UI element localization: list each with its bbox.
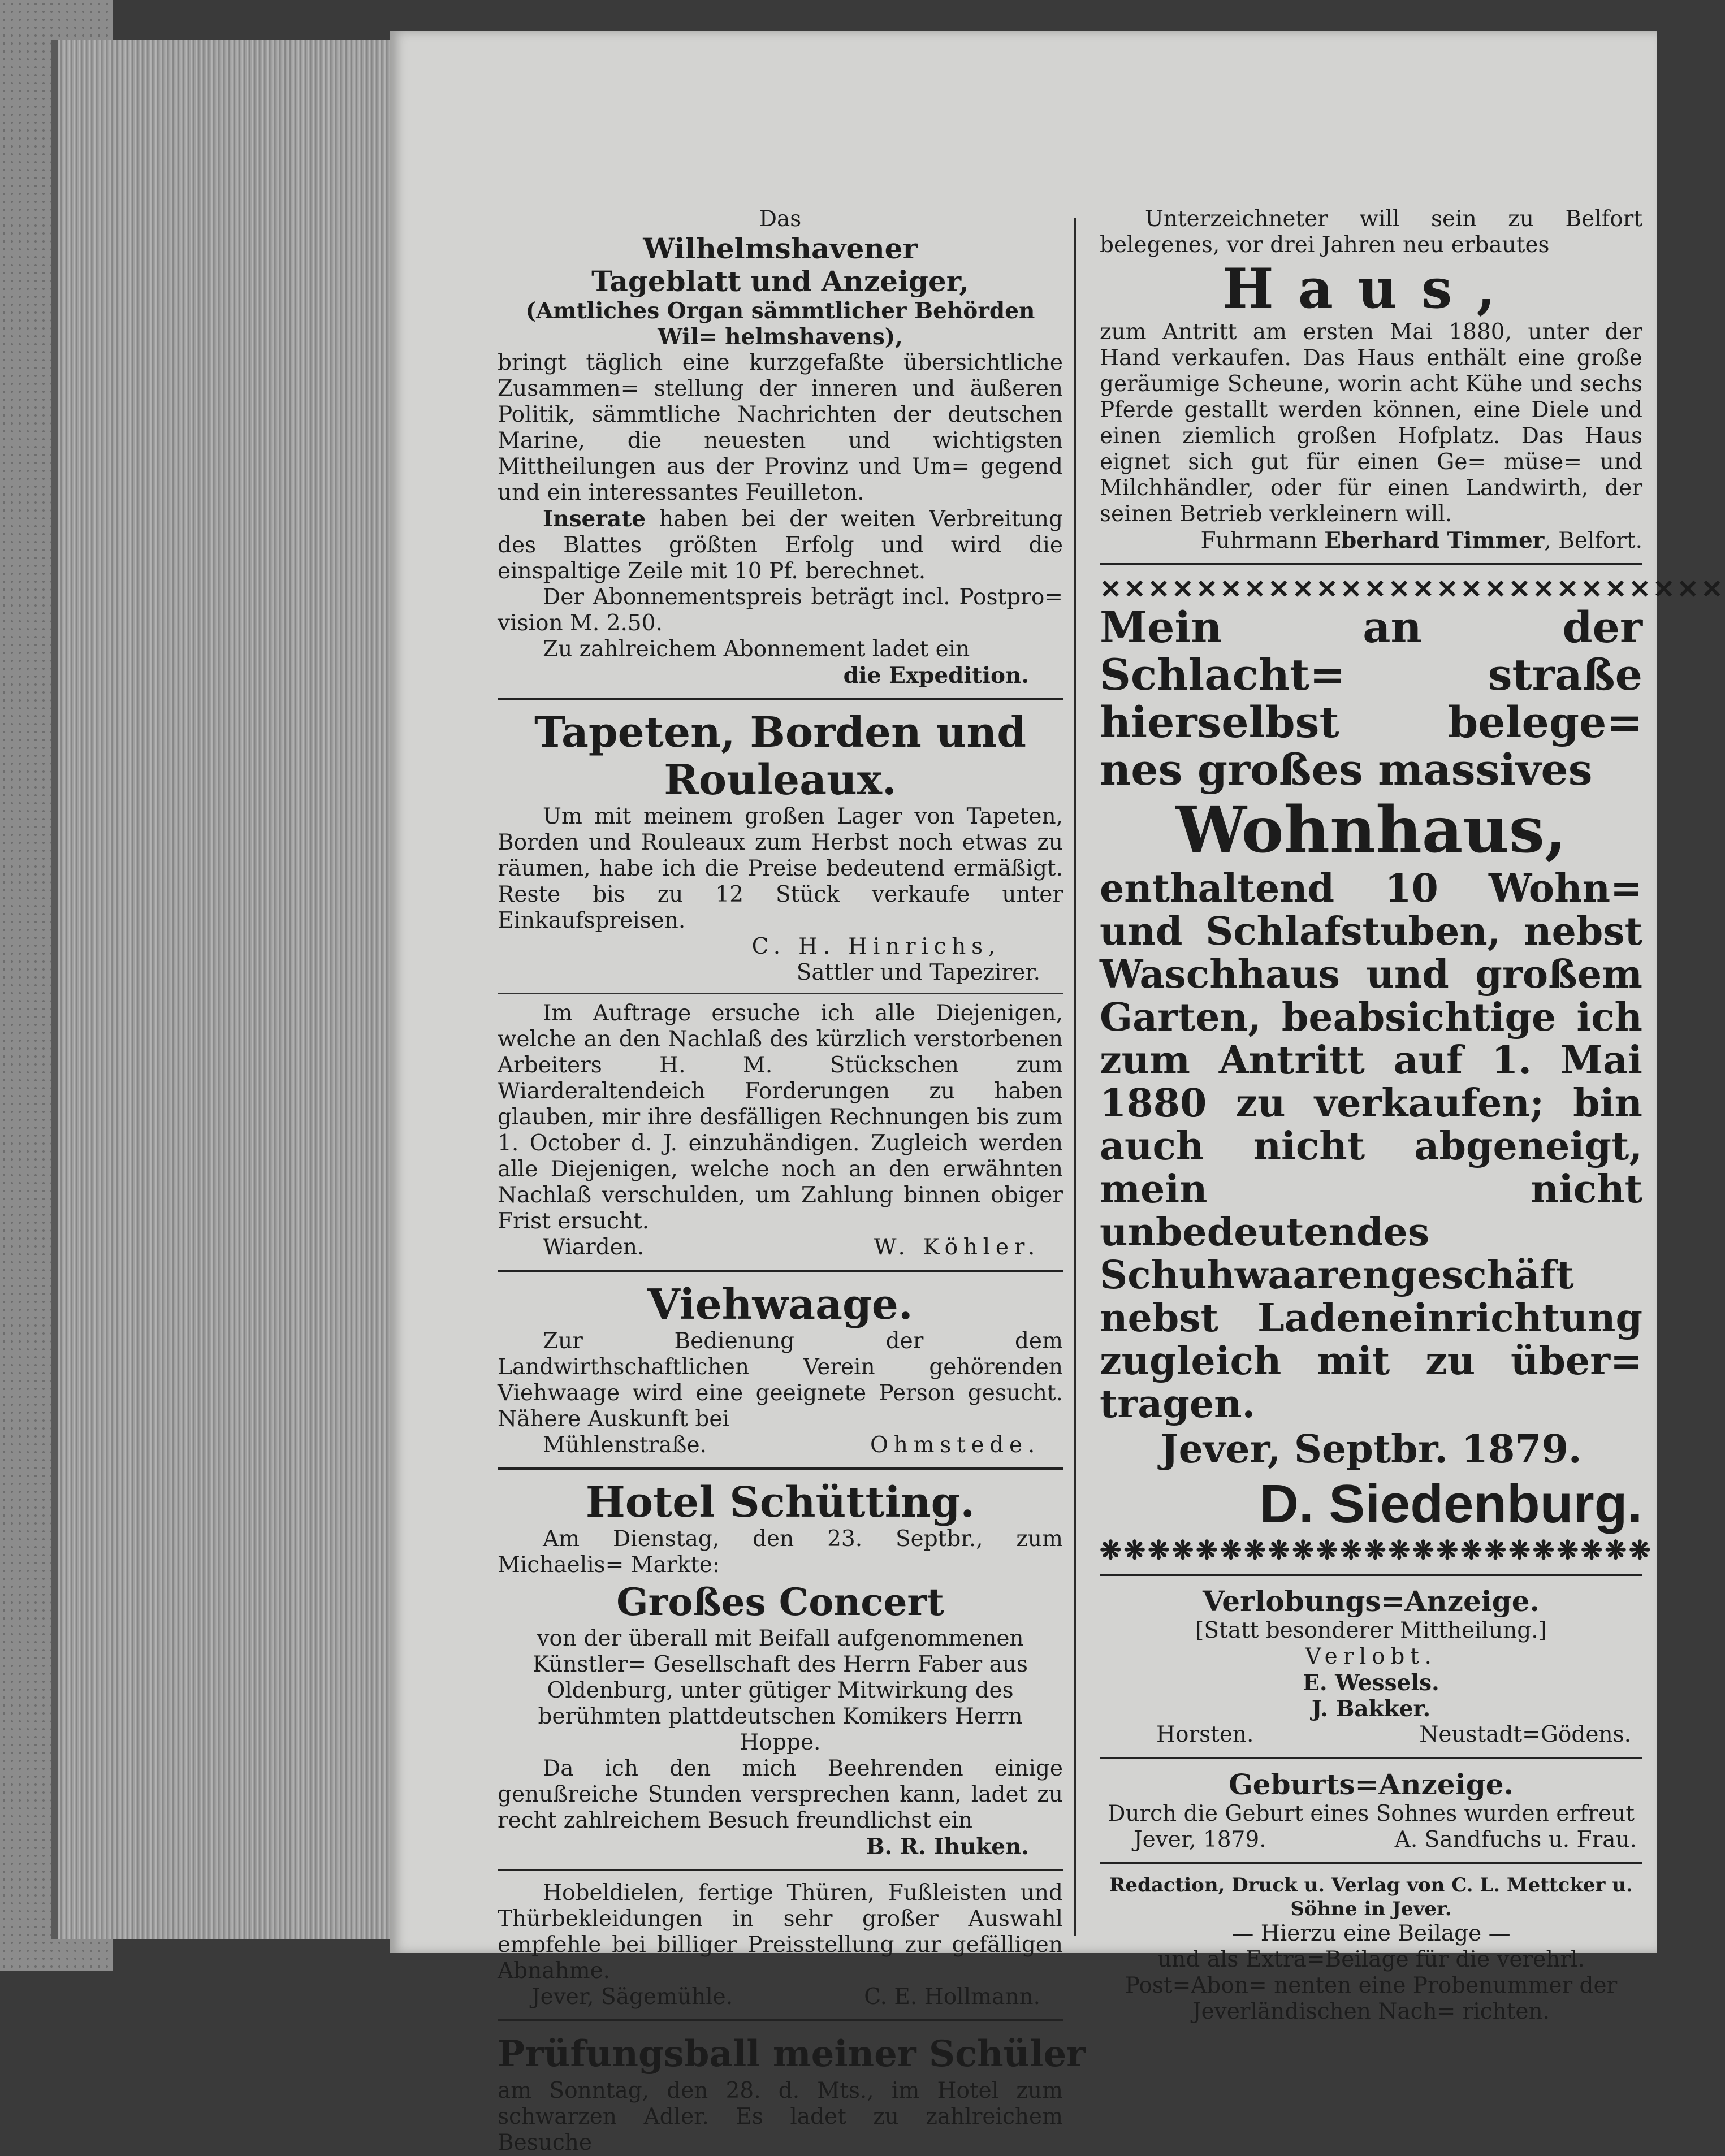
book-page-edges bbox=[51, 40, 420, 1939]
label: Verlobt. bbox=[1305, 1644, 1437, 1669]
divider bbox=[498, 993, 1063, 994]
ad-pruefungsball bbox=[498, 2031, 1086, 2156]
signature-prefix: Fuhrmann bbox=[1200, 528, 1325, 553]
ad-body: von der überall mit Beifall aufgenommenen Künstler= Gesellschaft des Herrn Faber aus Oldenburg, unter gütiger Mitwirkung des berühmten plattdeutschen Komikers Herrn Hoppe. bbox=[533, 1626, 1028, 1755]
column-rule bbox=[1074, 218, 1076, 1936]
divider bbox=[1100, 563, 1642, 565]
divider bbox=[498, 1467, 1063, 1470]
ad-body: Hobeldielen, fertige Thüren, Fußleisten und Thürbekleidungen in sehr großer Auswahl empfehle bei billiger Preisstellung zur gefälligen Abnahme. bbox=[498, 1880, 1063, 1984]
place: Jever, Sägemühle. bbox=[531, 1984, 733, 2010]
concert-title: Großes Concert bbox=[616, 1580, 944, 1624]
ad-body-text: haben bei der weiten Verbreitung des Blattes größten Erfolg und wird die einspaltige Zeile mit 10 Pf. berechnet. bbox=[498, 506, 1063, 584]
ad-body: bringt täglich eine kurzgefaßte übersichtliche Zusammen= stellung der inneren und äußeren Politik, sämmtliche Nachrichten der deutschen Marine, die neuesten und wichtigsten Mittheilungen aus der Provinz und Um= gegend und ein interessantes Feuilleton. bbox=[498, 350, 1063, 505]
divider bbox=[1100, 1757, 1642, 1759]
signature-row bbox=[1100, 1827, 1642, 1853]
ad-title: Geburts=Anzeige. bbox=[1229, 1768, 1514, 1801]
divider bbox=[498, 2019, 1063, 2021]
newspaper-subtitle: Tageblatt und Anzeiger, bbox=[591, 265, 969, 298]
ad-verlobung bbox=[1100, 1585, 1642, 1748]
place: Neustadt=Gödens. bbox=[1419, 1722, 1631, 1747]
ad-body: Zur Bedienung der dem Landwirthschaftlichen Verein gehörenden Viehwaage wird eine geeignete Person gesucht. Nähere Auskunft bei bbox=[498, 1328, 1063, 1432]
ad-nachlass bbox=[498, 1001, 1063, 1261]
organ-note: (Amtliches Organ sämmtlicher Behörden Wil= helmshavens), bbox=[525, 298, 1035, 350]
place: Wiarden. bbox=[543, 1235, 645, 1260]
ad-body bbox=[498, 506, 1063, 585]
ad-body: zum Antritt am ersten Mai 1880, unter der Hand verkaufen. Das Haus enthält eine große geräumige Scheune, worin acht Kühe und sechs Pferde gestallt werden können, eine Diele und einen ziemlich großen Hofplatz. Das Haus eignet sich gut für einen Ge= müse= und Milchhändler, oder für einen Landwirth, der seinen Betrieb verkleinern will. bbox=[1100, 319, 1642, 527]
ornament-border: ❋❋❋❋❋❋❋❋❋❋❋❋❋❋❋❋❋❋❋❋❋❋❋ bbox=[1100, 1535, 1653, 1565]
divider bbox=[1100, 1574, 1642, 1576]
signature: Ohmstede. bbox=[870, 1432, 1040, 1458]
ad-body: Zu zahlreichem Abonnement ladet ein bbox=[543, 637, 970, 662]
note: [Statt besonderer Mittheilung.] bbox=[1195, 1618, 1547, 1643]
emphasis: Inserate bbox=[543, 506, 646, 532]
ad-body-large: enthaltend 10 Wohn= und Schlafstuben, nebst Waschhaus und großem Garten, beabsichtige ich zum Antritt auf 1. Mai 1880 zu verkaufen; bin auch nicht abgeneigt, mein nicht unbedeutendes Schuhwaarengeschäft nebst Ladeneinrichtung zugleich mit zu über= tragen. bbox=[1100, 866, 1642, 1427]
signature-row bbox=[498, 1235, 1063, 1261]
ad-title: Prüfungsball meiner Schüler bbox=[498, 2033, 1086, 2075]
left-column bbox=[498, 206, 1086, 2156]
ad-body: am Sonntag, den 28. d. Mts., im Hotel zum schwarzen Adler. Es ladet zu zahlreichem Besuche bbox=[498, 2078, 1063, 2155]
ad-title: Viehwaage. bbox=[647, 1280, 913, 1329]
divider bbox=[498, 1869, 1063, 1871]
ad-title: Haus, bbox=[1222, 257, 1520, 321]
signature: die Expedition. bbox=[843, 663, 1029, 689]
ornament-border: ✕✕✕✕✕✕✕✕✕✕✕✕✕✕✕✕✕✕✕✕✕✕✕✕✕✕ bbox=[1100, 574, 1725, 604]
ad-geburt bbox=[1100, 1768, 1642, 1853]
ad-title: Tapeten, Borden und Rouleaux. bbox=[534, 708, 1026, 804]
ad-wohnhaus bbox=[1100, 604, 1642, 1535]
place-row bbox=[1100, 1722, 1642, 1748]
ad-title: Hotel Schütting. bbox=[585, 1478, 975, 1527]
ad-body: Der Abonnementspreis beträgt incl. Postpro= vision M. 2.50. bbox=[498, 585, 1063, 636]
ad-body: Durch die Geburt eines Sohnes wurden erfreut bbox=[1108, 1801, 1635, 1826]
name: J. Bakker. bbox=[1311, 1696, 1431, 1722]
ad-hobeldielen bbox=[498, 1880, 1063, 2010]
signature: A. Sandfuchs u. Frau. bbox=[1394, 1827, 1637, 1852]
signature-row bbox=[498, 1432, 1063, 1458]
ad-body: Um mit meinem großen Lager von Tapeten, Borden und Rouleaux zum Herbst noch etwas zu räumen, habe ich die Preise bedeutend ermäßigt. Reste bis zu 12 Stück verkaufe unter Einkaufspreisen. bbox=[498, 804, 1063, 933]
ad-title: Verlobungs=Anzeige. bbox=[1203, 1584, 1540, 1618]
signature: D. Siedenburg. bbox=[1259, 1474, 1642, 1534]
imprint bbox=[1100, 1873, 1642, 2025]
imprint-line: und als Extra=Beilage für die verehrl. Post=Abon= nenten eine Probenummer der Jeverländischen Nach= richten. bbox=[1125, 1947, 1618, 2024]
ad-body: Im Auftrage ersuche ich alle Diejenigen, welche an den Nachlaß des kürzlich verstorbenen Arbeiters H. M. Stückschen zum Wiarderaltendeich Forderungen zu haben glauben, mir ihre desfälligen Rechnungen bis zum 1. October d. J. einzuhändigen. Zugleich werden alle Diejenigen, welche noch an den erwähnten Nachlaß verschulden, um Zahlung binnen obiger Frist ersucht. bbox=[498, 1001, 1063, 1234]
ad-hotel bbox=[498, 1479, 1063, 1860]
signature: C. E. Hollmann. bbox=[864, 1984, 1040, 2010]
ad-date: Jever, Septbr. 1879. bbox=[1160, 1427, 1582, 1472]
ad-tapeten bbox=[498, 709, 1063, 986]
ad-title: Wohnhaus, bbox=[1175, 793, 1567, 867]
intro-text: Das bbox=[759, 206, 802, 232]
signature-line bbox=[1100, 527, 1642, 554]
divider bbox=[498, 698, 1063, 700]
imprint-line: — Hierzu eine Beilage — bbox=[1231, 1921, 1511, 1946]
right-column bbox=[1100, 206, 1725, 2025]
ad-haus bbox=[1100, 206, 1642, 554]
divider bbox=[498, 1270, 1063, 1272]
ad-body: Da ich den mich Beehrenden einige genußreiche Stunden versprechen kann, ladet zu recht zahlreichem Besuch freundlichst ein bbox=[498, 1756, 1063, 1833]
place: Horsten. bbox=[1156, 1722, 1254, 1747]
signature: Eberhard Timmer bbox=[1324, 527, 1545, 553]
newspaper-title: Wilhelmshavener bbox=[643, 232, 918, 265]
ad-body: Am Dienstag, den 23. Septbr., zum Michaelis= Markte: bbox=[498, 1526, 1063, 1578]
signature: B. R. Ihuken. bbox=[866, 1834, 1029, 1860]
signature-suffix: , Belfort. bbox=[1544, 528, 1642, 553]
divider bbox=[1100, 1862, 1642, 1864]
ad-body-large: Mein an der Schlacht= straße hierselbst belege= nes großes massives bbox=[1100, 602, 1642, 795]
signature: C. H. Hinrichs, bbox=[751, 934, 1001, 959]
place: Jever, 1879. bbox=[1134, 1827, 1266, 1852]
signature: W. Köhler. bbox=[874, 1235, 1040, 1260]
ad-viehwaage bbox=[498, 1281, 1063, 1458]
newspaper-page bbox=[390, 31, 1725, 2155]
place: Mühlenstraße. bbox=[543, 1432, 707, 1458]
name: E. Wessels. bbox=[1303, 1670, 1439, 1696]
ad-body: Unterzeichneter will sein zu Belfort belegenes, vor drei Jahren neu erbautes bbox=[1100, 206, 1642, 258]
signature-row bbox=[498, 1984, 1063, 2010]
imprint-line: Redaction, Druck u. Verlag von C. L. Mettcker u. Söhne in Jever. bbox=[1109, 1874, 1633, 1920]
signature-title: Sattler und Tapezirer. bbox=[796, 960, 1040, 985]
ad-wilhelmshaven bbox=[498, 206, 1063, 689]
